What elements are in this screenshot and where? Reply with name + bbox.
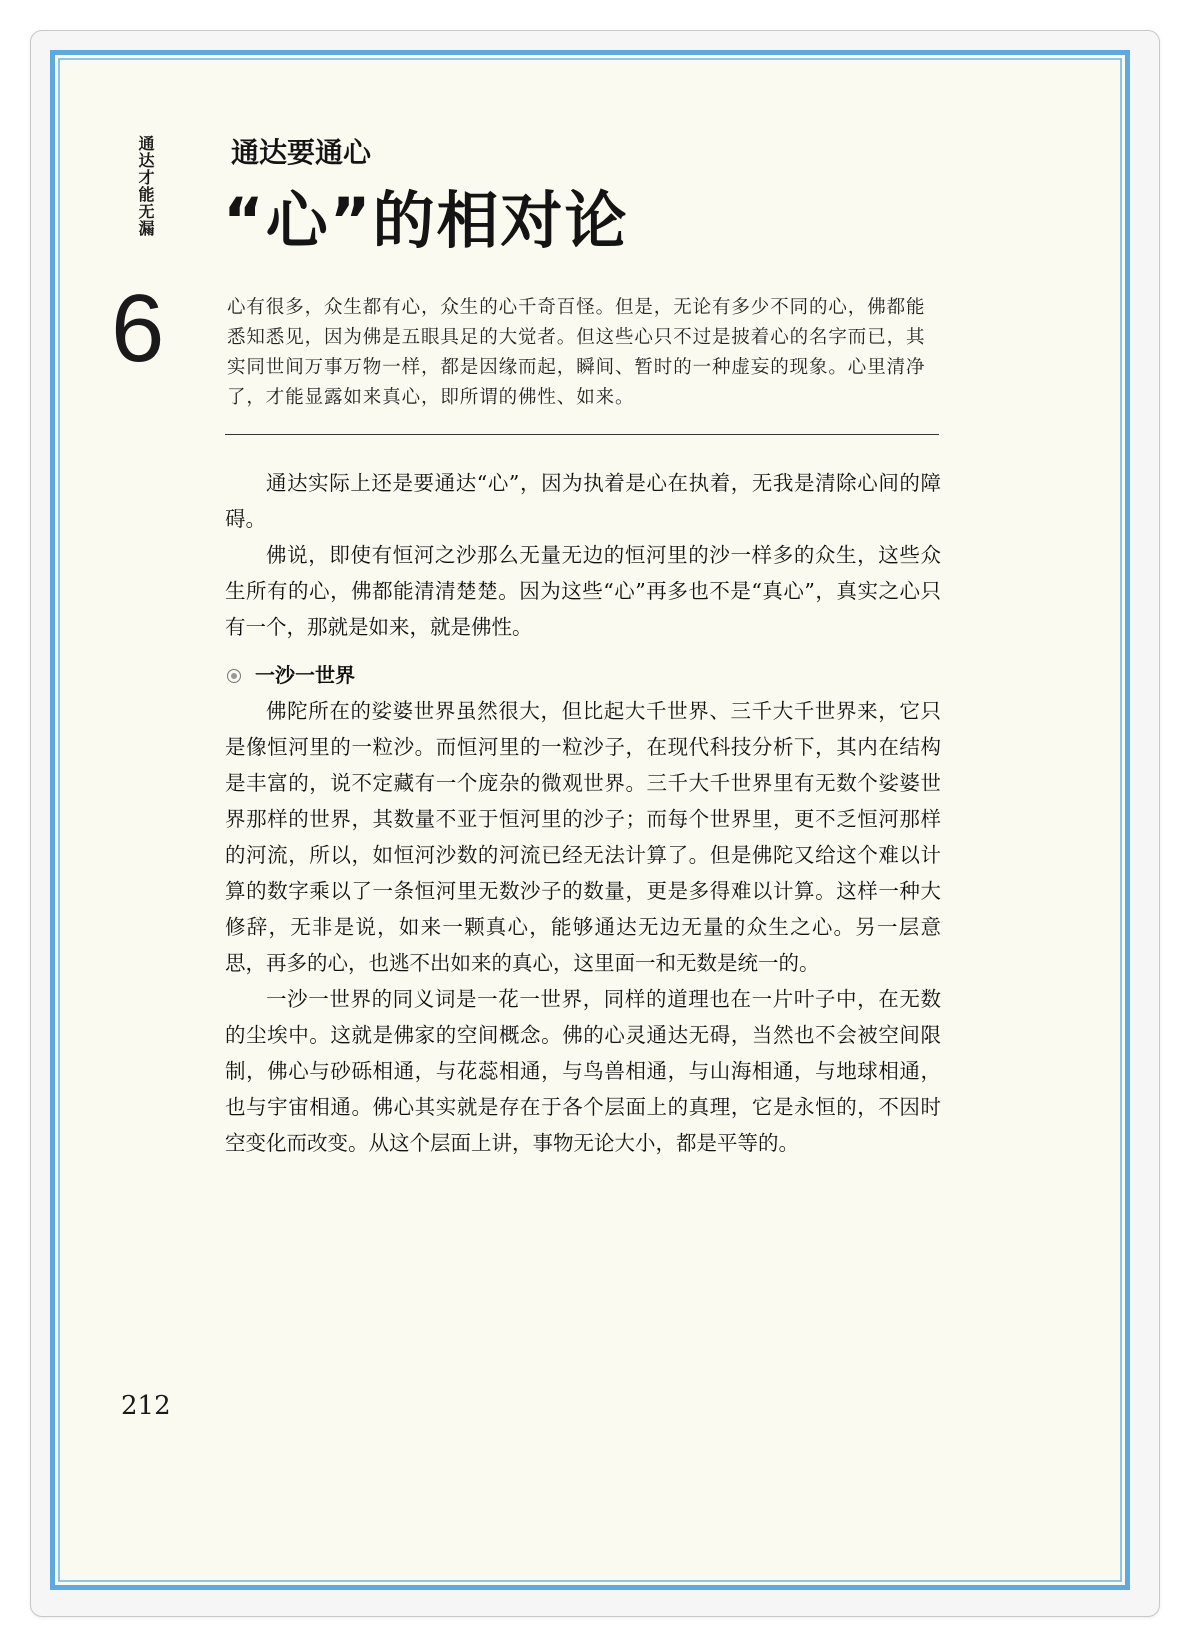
paragraph: 佛说，即使有恒河之沙那么无量无边的恒河里的沙一样多的众生，这些众生所有的心，佛都能清清楚楚。因为这些“心”再多也不是“真心”，真实之心只有一个，那就是如来，就是佛性。 xyxy=(225,543,941,639)
book-page xyxy=(50,50,1130,1590)
chapter-number: 6 xyxy=(111,275,165,382)
chapter-kicker: 通达要通心 xyxy=(231,136,372,169)
chapter-intro: 心有很多，众生都有心，众生的心千奇百怪。但是，无论有多少不同的心，佛都能悉知悉见，因为佛是五眼具足的大觉者。但这些心只不过是披着心的名字而已，其实同世间万事万物一样，都是因缘而起，瞬间、暂时的一种虚妄的现象。心里清净了，才能显露如来真心，即所谓的佛性、如来。 xyxy=(227,297,926,408)
divider-rule xyxy=(225,434,939,435)
body-text xyxy=(225,465,941,1161)
running-head: 通达才能无漏 xyxy=(136,135,155,237)
bullet-icon xyxy=(227,669,241,683)
section-heading-text: 一沙一世界 xyxy=(255,663,355,687)
paragraph: 佛陀所在的娑婆世界虽然很大，但比起大千世界、三千大千世界来，它只是像恒河里的一粒沙。而恒河里的一粒沙子，在现代科技分析下，其内在结构是丰富的，说不定藏有一个庞杂的微观世界。三千大千世界里有无数个娑婆世界那样的世界，其数量不亚于恒河里的沙子；而每个世界里，更不乏恒河那样的河流，所以，如恒河沙数的河流已经无法计算了。但是佛陀又给这个难以计算的数字乘以了一条恒河里无数沙子的数量，更是多得难以计算。这样一种大修辞，无非是说，如来一颗真心，能够通达无边无量的众生之心。另一层意思，再多的心，也逃不出如来的真心，这里面一和无数是统一的。 xyxy=(225,699,941,975)
paragraph: 一沙一世界的同义词是一花一世界，同样的道理也在一片叶子中，在无数的尘埃中。这就是佛家的空间概念。佛的心灵通达无碍，当然也不会被空间限制，佛心与砂砾相通，与花蕊相通，与鸟兽相通，与山海相通，与地球相通，也与宇宙相通。佛心其实就是存在于各个层面上的真理，它是永恒的，不因时空变化而改变。从这个层面上讲，事物无论大小，都是平等的。 xyxy=(225,987,941,1155)
paragraph: 通达实际上还是要通达“心”，因为执着是心在执着，无我是清除心间的障碍。 xyxy=(225,471,941,531)
chapter-title: “心”的相对论 xyxy=(223,184,629,257)
page-number: 212 xyxy=(121,1391,171,1421)
section-heading xyxy=(225,657,941,693)
